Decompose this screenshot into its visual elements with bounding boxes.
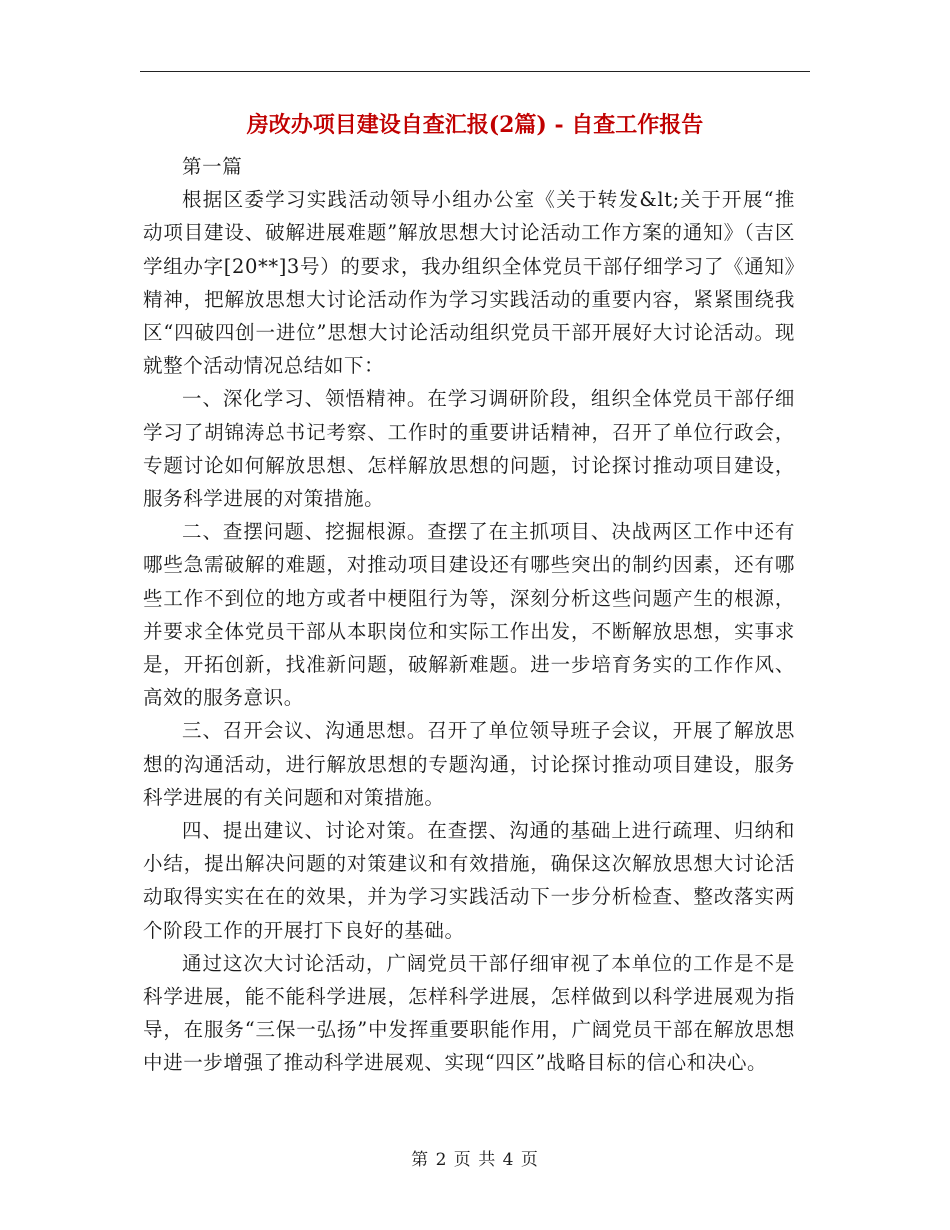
section-heading: 第一篇	[182, 155, 243, 178]
paragraph-suggestions: 四、提出建议、讨论对策。在查摆、沟通的基础上进行疏理、归纳和小结，提出解决问题的对策建议和有效措施，确保这次解放思想大讨论活动取得实实在在的效果，并为学习实践活动下一步分析检查、整改落实两个阶段工作的开展打下良好的基础。	[143, 819, 795, 942]
header-rule	[140, 71, 810, 72]
paragraph-study: 一、深化学习、领悟精神。在学习调研阶段，组织全体党员干部仔细学习了胡锦涛总书记考察、工作时的重要讲话精神，召开了单位行政会，专题讨论如何解放思想、怎样解放思想的问题，讨论探讨推动项目建设，服务科学进展的对策措施。	[143, 387, 795, 511]
document-title: 房改办项目建设自查汇报(2篇) - 自查工作报告	[246, 112, 704, 138]
document-body	[143, 150, 795, 1080]
paragraph-intro: 根据区委学习实践活动领导小组办公室《关于转发&lt;关于开展“推动项目建设、破解进展难题”解放思想大讨论活动工作方案的通知》（吉区学组办字[20**]3号）的要求，我办组织全体党员干部仔细学习了《通知》精神，把解放思想大讨论活动作为学习实践活动的重要内容，紧紧围绕我区“四破四创一进位”思想大讨论活动组织党员干部开展好大讨论活动。现就整个活动情况总结如下：	[143, 188, 795, 378]
paragraph-conclusion: 通过这次大讨论活动，广阔党员干部仔细审视了本单位的工作是不是科学进展，能不能科学进展，怎样科学进展，怎样做到以科学进展观为指导，在服务“三保一弘扬”中发挥重要职能作用，广阔党员干部在解放思想中进一步增强了推动科学进展观、实现“四区”战略目标的信心和决心。	[143, 951, 795, 1075]
paragraph-problems: 二、查摆问题、挖掘根源。查摆了在主抓项目、决战两区工作中还有哪些急需破解的难题，对推动项目建设还有哪些突出的制约因素，还有哪些工作不到位的地方或者中梗阻行为等，深刻分析这些问题产生的根源，并要求全体党员干部从本职岗位和实际工作出发，不断解放思想，实事求是，开拓创新，找准新问题，破解新难题。进一步培育务实的工作作风、高效的服务意识。	[143, 520, 795, 710]
page-number: 第 2 页 共 4 页	[411, 1150, 539, 1170]
paragraph-meeting: 三、召开会议、沟通思想。召开了单位领导班子会议，开展了解放思想的沟通活动，进行解放思想的专题沟通，讨论探讨推动项目建设，服务科学进展的有关问题和对策措施。	[143, 719, 795, 809]
